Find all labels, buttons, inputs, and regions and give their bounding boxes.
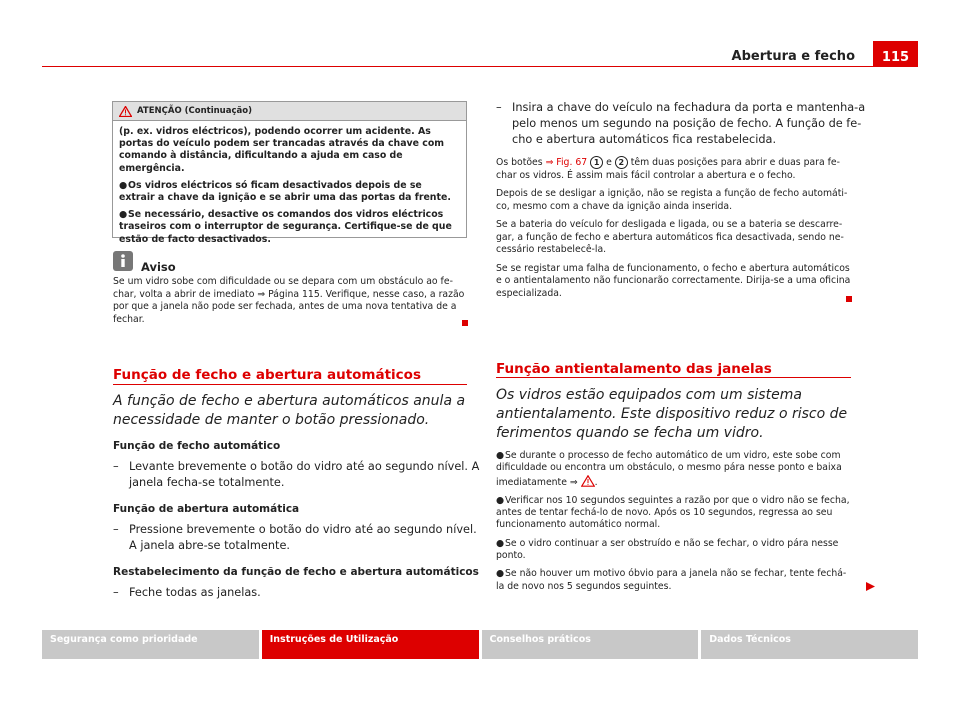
warning-para: (p. ex. vidros eléctricos), podendo ocorrer um acidente. As portas do veículo podem ser trancadas através da chave com comando à distância, dificultando a ajuda em caso de emergência. — [119, 126, 445, 174]
callout-1: 1 — [590, 156, 603, 169]
warning-label: ATENÇÃO (Continuação) — [137, 106, 252, 116]
note-text: Se um vidro sobe com dificuldade ou se depara com um obstáculo ao fechar, volta a abrir de imediato ⇒ Página 115. Verifique, nesse caso, a razão por que a janela não pode ser fechada, antes de uma nova tentativa de a fechar. — [113, 276, 468, 331]
paragraph: Se se registar uma falha de funcionamento, o fecho e abertura automáticos e o antientalamento não funcionarão correctamente. Dirija-se a uma oficina especializada. — [496, 262, 851, 299]
bullet-item: ●Se não houver um motivo óbvio para a janela não se fechar, tente fechá-la de novo nos 5 segundos seguintes. — [496, 568, 847, 592]
paragraph: Os botões ⇒ Fig. 67 1 e 2 têm duas posições para abrir e duas para fechar os vidros. É assim mais fácil controlar a abertura e o fecho. — [496, 157, 841, 181]
end-marker — [462, 320, 468, 326]
subheading-auto-close: Função de fecho automático — [113, 440, 281, 452]
section-rule — [113, 384, 467, 385]
subheading-auto-open: Função de abertura automática — [113, 503, 300, 515]
warning-box — [112, 101, 467, 245]
warning-triangle-icon[interactable] — [581, 475, 595, 487]
bullet-item: ●Se durante o processo de fecho automático de um vidro, este sobe com dificuldade ou encontra um obstáculo, o mesmo pára nesse ponto e baixa imediatamente ⇒ . — [496, 450, 842, 488]
tab-tips[interactable]: Conselhos práticos — [482, 630, 699, 659]
note-page-ref[interactable]: ⇒ Página 115 — [257, 288, 320, 300]
warning-body — [113, 121, 466, 246]
callout-2: 2 — [615, 156, 628, 169]
header-rule — [42, 66, 918, 67]
note-title: Aviso — [141, 260, 176, 274]
info-note-icon — [113, 251, 133, 271]
paragraph: Se a bateria do veículo for desligada e ligada, ou se a bateria se descarregar, a função de fecho e abertura automáticos fica desactivada, sendo necessário restabelecê-la. — [496, 219, 844, 255]
step-item: – Feche todas as janelas. — [113, 586, 261, 599]
step-item: – Pressione brevemente o botão do vidro até ao segundo nível. A janela abre-se totalmente. — [113, 523, 477, 552]
section-title-auto: Função de fecho e abertura automáticos — [113, 367, 421, 383]
subheading-reset: Restabelecimento da função de fecho e abertura automáticos — [113, 566, 479, 578]
footer-nav — [42, 630, 918, 659]
bullet-item: ●Se o vidro continuar a ser obstruído e não se fechar, o vidro pára nesse ponto. — [496, 537, 839, 562]
antipinch-bullets — [496, 450, 852, 599]
tab-instructions[interactable]: Instruções de Utilização — [262, 630, 479, 659]
step-item: – Insira a chave do veículo na fechadura da porta e mantenha-a pelo menos um segundo na posição de fecho. A função de fecho e abertura automáticos fica restabelecida. — [496, 101, 866, 146]
end-marker — [846, 296, 852, 302]
running-title: Abertura e fecho — [731, 49, 855, 64]
page-number: 115 — [873, 41, 918, 67]
paragraph: Depois de se desligar a ignição, não se regista a função de fecho automático, mesmo com a chave da ignição ainda inserida. — [496, 188, 848, 212]
step-item: – Levante brevemente o botão do vidro até ao segundo nível. A janela fecha-se totalmente. — [113, 460, 480, 489]
bullet-item: ●Verificar nos 10 segundos seguintes a razão por que o vidro não se fecha, antes de tentar fechá-lo de novo. Após os 10 segundos, regressa ao seu funcionamento automático normal. — [496, 494, 850, 531]
warning-triangle-icon — [119, 106, 132, 117]
arrow-right-icon — [866, 582, 875, 591]
figure-ref[interactable]: ⇒ Fig. 67 — [545, 157, 588, 168]
warning-header — [113, 102, 466, 121]
tab-safety[interactable]: Segurança como prioridade — [42, 630, 259, 659]
section-rule — [496, 377, 851, 378]
warning-bullet-item: ●Se necessário, desactive os comandos dos vidros eléctricos traseiros com o interruptor de segurança. Certifique-se de que estão de facto desactivados. — [119, 209, 452, 245]
section-intro-antipinch: Os vidros estão equipados com um sistema antientalamento. Este dispositivo reduz o risco de ferimentos quando se fecha um vidro. — [496, 387, 848, 441]
right-paragraphs — [496, 156, 852, 307]
section-intro-auto: A função de fecho e abertura automáticos anula a necessidade de manter o botão pressionado. — [113, 393, 466, 428]
section-title-antipinch: Função antientalamento das janelas — [496, 361, 772, 377]
warning-bullet-item: ●Os vidros eléctricos só ficam desactivados depois de se extrair a chave da ignição e se abrir uma das portas da frente. — [119, 179, 451, 204]
tab-technical[interactable]: Dados Técnicos — [701, 630, 918, 659]
